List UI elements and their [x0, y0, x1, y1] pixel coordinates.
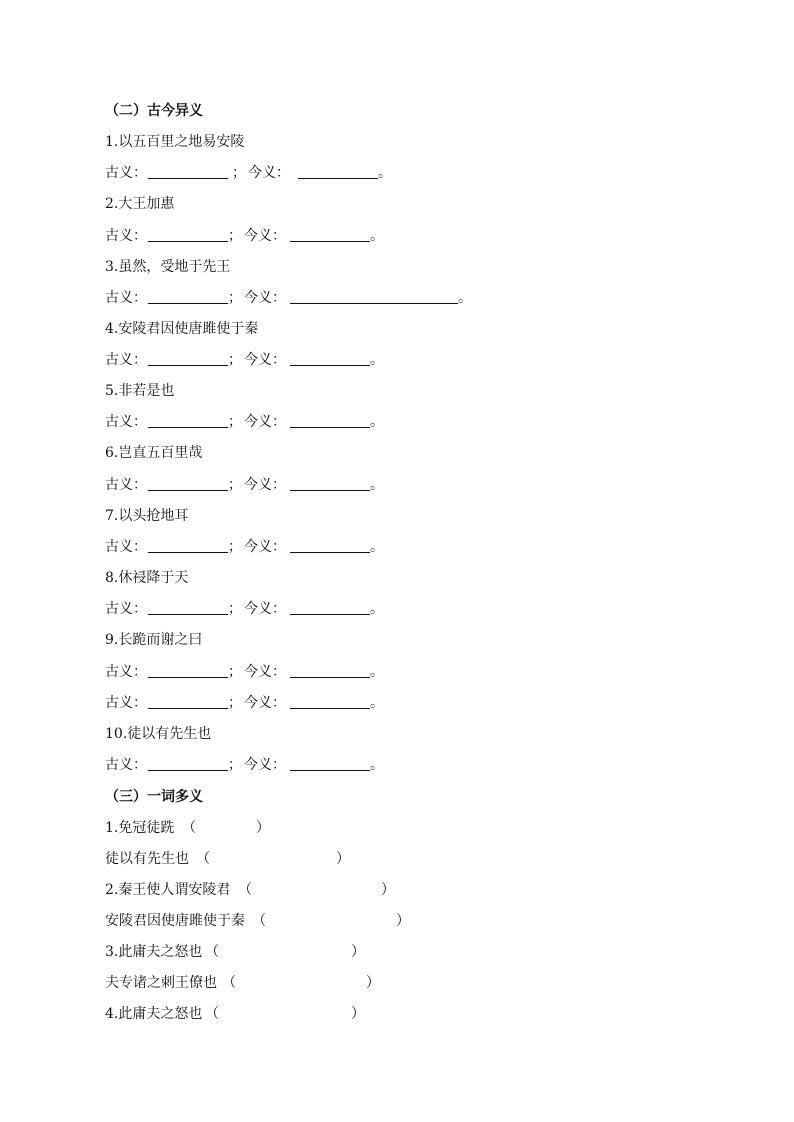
answer-blank-jin-10[interactable] — [290, 770, 370, 771]
open-paren: （ — [205, 944, 219, 960]
item-gujin-7: 7.以头抢地耳 — [105, 508, 189, 524]
yici-sentence: 安陵君因使唐雎使于秦 — [105, 913, 245, 929]
period: 。 — [370, 601, 384, 617]
answer-blank-gu-1[interactable] — [148, 178, 228, 179]
period: 。 — [370, 414, 384, 430]
section-title-yici: （三）一词多义 — [105, 789, 203, 805]
gu-label: 古义： — [105, 228, 147, 244]
answer-blank-gu-10[interactable] — [148, 770, 228, 771]
gu-label: 古义： — [105, 352, 147, 368]
jin-label: 今义： — [244, 352, 286, 368]
answer-blank-jin-9a[interactable] — [290, 677, 370, 678]
yici-sentence: 1.免冠徒跣 — [105, 820, 175, 836]
answer-blank-gu-7[interactable] — [148, 552, 228, 553]
separator: ； — [228, 664, 242, 680]
jin-label: 今义： — [244, 228, 286, 244]
separator: ； — [228, 601, 242, 617]
item-gujin-8: 8.休祲降于天 — [105, 570, 189, 586]
answer-blank-gu-9b[interactable] — [148, 708, 228, 709]
jin-label: 今义： — [244, 664, 286, 680]
period: 。 — [370, 352, 384, 368]
yici-sentence: 夫专诸之刺王僚也 — [105, 975, 217, 991]
jin-label: 今义： — [244, 601, 286, 617]
jin-label: 今义： — [244, 757, 286, 773]
answer-blank-jin-5[interactable] — [290, 427, 370, 428]
yici-sentence: 徒以有先生也 — [105, 851, 189, 867]
close-paren: ） — [336, 851, 350, 867]
item-gujin-3: 3.虽然，受地于先王 — [105, 259, 231, 275]
separator: ； — [228, 757, 242, 773]
item-gujin-9: 9.长跪而谢之曰 — [105, 632, 203, 648]
answer-blank-jin-6[interactable] — [290, 490, 370, 491]
open-paren: （ — [238, 882, 252, 898]
gu-label: 古义： — [105, 695, 147, 711]
yici-sentence: 2.秦王使人谓安陵君 — [105, 882, 231, 898]
answer-blank-gu-6[interactable] — [148, 490, 228, 491]
close-paren: ） — [351, 1006, 365, 1022]
answer-blank-jin-2[interactable] — [290, 241, 370, 242]
period: 。 — [370, 228, 384, 244]
period: 。 — [458, 290, 472, 306]
answer-blank-gu-5[interactable] — [148, 427, 228, 428]
jin-label: 今义： — [248, 165, 290, 181]
item-gujin-1: 1.以五百里之地易安陵 — [105, 134, 245, 150]
period: 。 — [370, 664, 384, 680]
gu-label: 古义： — [105, 601, 147, 617]
close-paren: ） — [396, 913, 410, 929]
answer-blank-gu-9a[interactable] — [148, 677, 228, 678]
period: 。 — [370, 757, 384, 773]
period: 。 — [370, 539, 384, 555]
answer-blank-jin-1[interactable] — [298, 178, 378, 179]
open-paren: （ — [222, 975, 236, 991]
jin-label: 今义： — [244, 695, 286, 711]
period: 。 — [370, 695, 384, 711]
gu-label: 古义： — [105, 477, 147, 493]
close-paren: ） — [381, 882, 395, 898]
period: 。 — [378, 165, 392, 181]
gu-label: 古义： — [105, 757, 147, 773]
separator: ； — [228, 228, 242, 244]
separator: ； — [228, 695, 242, 711]
answer-blank-gu-4[interactable] — [148, 365, 228, 366]
answer-blank-jin-3[interactable] — [290, 303, 458, 304]
yici-sentence: 4.此庸夫之怒也 — [105, 1006, 203, 1022]
jin-label: 今义： — [244, 414, 286, 430]
open-paren: （ — [196, 851, 210, 867]
close-paren: ） — [366, 975, 380, 991]
jin-label: 今义： — [244, 290, 286, 306]
section-title-gujin: （二）古今异义 — [105, 103, 203, 119]
separator: ； — [228, 414, 242, 430]
separator: ； — [228, 477, 242, 493]
jin-label: 今义： — [244, 539, 286, 555]
item-gujin-10: 10.徒以有先生也 — [105, 726, 212, 742]
gu-label: 古义： — [105, 664, 147, 680]
answer-blank-gu-2[interactable] — [148, 241, 228, 242]
close-paren: ） — [256, 820, 270, 836]
separator: ； — [228, 539, 242, 555]
open-paren: （ — [205, 1006, 219, 1022]
answer-blank-jin-4[interactable] — [290, 365, 370, 366]
item-gujin-4: 4.安陵君因使唐雎使于秦 — [105, 321, 259, 337]
item-gujin-6: 6.岂直五百里哉 — [105, 445, 203, 461]
gu-label: 古义： — [105, 414, 147, 430]
separator: ； — [228, 352, 242, 368]
answer-blank-gu-3[interactable] — [148, 303, 228, 304]
gu-label: 古义： — [105, 290, 147, 306]
separator: ； — [228, 290, 242, 306]
open-paren: （ — [182, 820, 196, 836]
item-gujin-5: 5.非若是也 — [105, 383, 175, 399]
jin-label: 今义： — [244, 477, 286, 493]
answer-blank-jin-7[interactable] — [290, 552, 370, 553]
gu-label: 古义： — [105, 165, 147, 181]
gu-label: 古义： — [105, 539, 147, 555]
answer-blank-gu-8[interactable] — [148, 614, 228, 615]
item-gujin-2: 2.大王加惠 — [105, 196, 175, 212]
separator: ； — [232, 165, 246, 181]
close-paren: ） — [351, 944, 365, 960]
period: 。 — [370, 477, 384, 493]
answer-blank-jin-8[interactable] — [290, 614, 370, 615]
answer-blank-jin-9b[interactable] — [290, 708, 370, 709]
open-paren: （ — [252, 913, 266, 929]
yici-sentence: 3.此庸夫之怒也 — [105, 944, 203, 960]
